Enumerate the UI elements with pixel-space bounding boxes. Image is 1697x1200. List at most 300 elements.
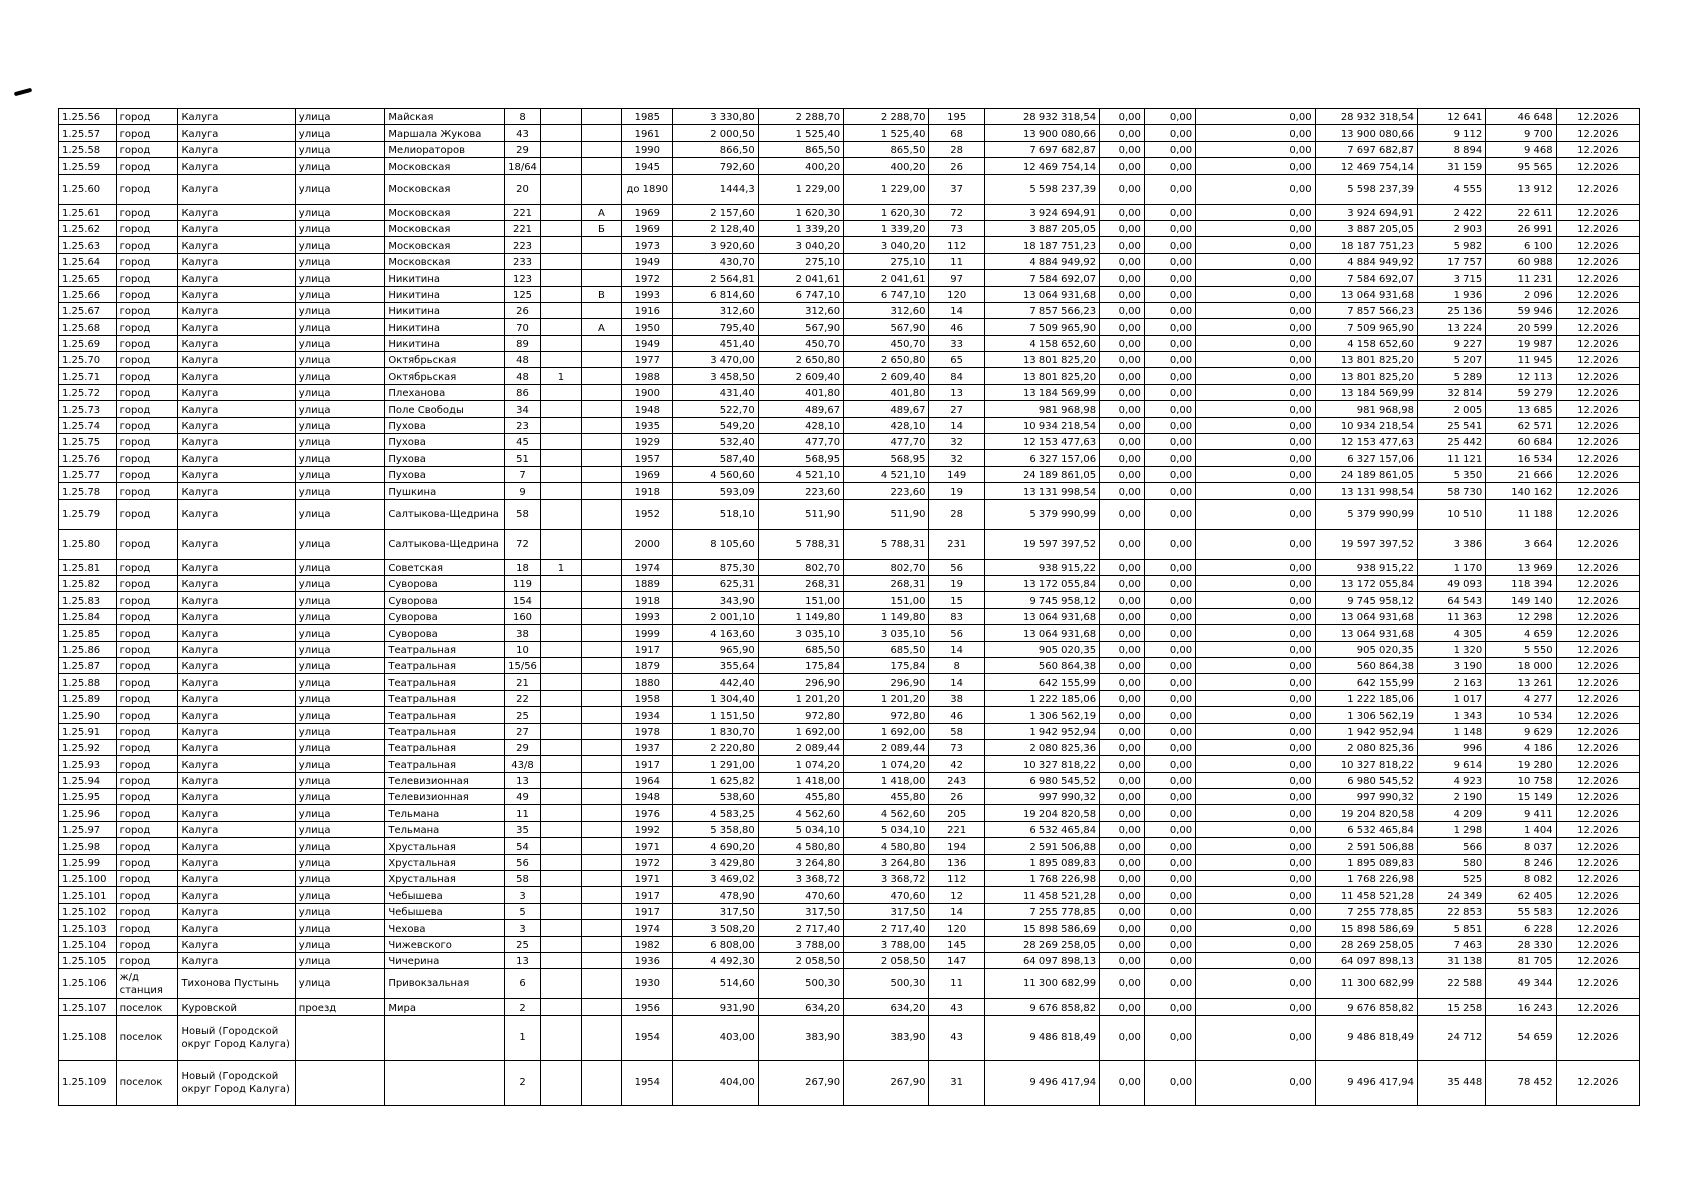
cell-residents: 58 [929, 723, 984, 739]
cell-residential-area: 3 368,72 [758, 871, 843, 887]
cell-settlement: Калуга [178, 575, 295, 591]
cell-street-type: улица [295, 253, 385, 269]
cell-street: Майская [385, 109, 504, 125]
cell-living-area: 4 562,60 [844, 805, 929, 821]
cell-fund-2: 0,00 [1144, 204, 1195, 220]
cell-fund-3: 0,00 [1196, 969, 1315, 999]
cell-building [541, 920, 582, 936]
cell-cost: 6 980 545,52 [984, 772, 1099, 788]
cell-cost: 13 184 569,99 [984, 384, 1099, 400]
cell-residential-area: 568,95 [758, 450, 843, 466]
cell-street: Пушкина [385, 483, 504, 499]
cell-unit-cost-1: 24 349 [1417, 887, 1485, 903]
cell-street-type: улица [295, 805, 385, 821]
cell-cost: 13 801 825,20 [984, 352, 1099, 368]
cell-living-area: 477,70 [844, 434, 929, 450]
cell-settlement: Калуга [178, 434, 295, 450]
cell-fund-1: 0,00 [1100, 253, 1145, 269]
cell-unit-cost-2: 19 987 [1486, 335, 1556, 351]
cell-fund-3: 0,00 [1196, 920, 1315, 936]
cell-street: Мелиораторов [385, 141, 504, 157]
cell-street-type: улица [295, 838, 385, 854]
cell-street-type: улица [295, 204, 385, 220]
cell-house: 45 [504, 434, 540, 450]
cell-deadline: 12.2026 [1556, 319, 1639, 335]
cell-settlement-type: город [116, 450, 178, 466]
cell-year: до 1890 [622, 174, 673, 204]
cell-letter [581, 756, 622, 772]
cell-total-area: 4 690,20 [673, 838, 758, 854]
cell-fund-2: 0,00 [1144, 125, 1195, 141]
cell-building [541, 887, 582, 903]
cell-total: 938 915,22 [1315, 559, 1417, 575]
cell-residents: 15 [929, 592, 984, 608]
cell-building [541, 871, 582, 887]
cell-year: 1972 [622, 854, 673, 870]
cell-settlement: Калуга [178, 838, 295, 854]
cell-number: 1.25.104 [59, 936, 117, 952]
table-row [59, 854, 1640, 870]
cell-building [541, 952, 582, 968]
cell-unit-cost-2: 118 394 [1486, 575, 1556, 591]
table-row [59, 838, 1640, 854]
cell-fund-3: 0,00 [1196, 270, 1315, 286]
cell-fund-1: 0,00 [1100, 270, 1145, 286]
cell-street-type: улица [295, 739, 385, 755]
table-row [59, 608, 1640, 624]
cell-cost: 1 895 089,83 [984, 854, 1099, 870]
cell-building [541, 723, 582, 739]
cell-fund-1: 0,00 [1100, 723, 1145, 739]
cell-year: 1949 [622, 253, 673, 269]
cell-building: 1 [541, 559, 582, 575]
cell-street-type: улица [295, 575, 385, 591]
cell-residents: 8 [929, 657, 984, 673]
cell-number: 1.25.89 [59, 690, 117, 706]
cell-fund-1: 0,00 [1100, 969, 1145, 999]
cell-residential-area: 3 040,20 [758, 237, 843, 253]
cell-cost: 905 020,35 [984, 641, 1099, 657]
cell-total-area: 3 469,02 [673, 871, 758, 887]
cell-settlement: Калуга [178, 483, 295, 499]
cell-building [541, 838, 582, 854]
cell-total: 13 801 825,20 [1315, 352, 1417, 368]
cell-settlement-type: город [116, 158, 178, 174]
cell-year: 1992 [622, 821, 673, 837]
cell-house: 15/56 [504, 657, 540, 673]
cell-total-area: 1 151,50 [673, 707, 758, 723]
cell-street-type: улица [295, 887, 385, 903]
cell-house: 25 [504, 936, 540, 952]
cell-street-type: улица [295, 335, 385, 351]
cell-settlement-type: город [116, 253, 178, 269]
cell-deadline: 12.2026 [1556, 220, 1639, 236]
cell-street: Маршала Жукова [385, 125, 504, 141]
cell-total: 642 155,99 [1315, 674, 1417, 690]
cell-fund-3: 0,00 [1196, 838, 1315, 854]
cell-unit-cost-2: 60 988 [1486, 253, 1556, 269]
cell-living-area: 865,50 [844, 141, 929, 157]
cell-cost: 13 172 055,84 [984, 575, 1099, 591]
cell-total: 3 887 205,05 [1315, 220, 1417, 236]
cell-settlement-type: город [116, 368, 178, 384]
cell-letter [581, 401, 622, 417]
cell-unit-cost-2: 28 330 [1486, 936, 1556, 952]
cell-fund-1: 0,00 [1100, 871, 1145, 887]
cell-living-area: 2 058,50 [844, 952, 929, 968]
table-row [59, 575, 1640, 591]
cell-fund-2: 0,00 [1144, 220, 1195, 236]
cell-settlement: Калуга [178, 707, 295, 723]
cell-unit-cost-2: 11 231 [1486, 270, 1556, 286]
cell-settlement-type: город [116, 723, 178, 739]
cell-letter [581, 1015, 622, 1060]
cell-settlement-type: город [116, 434, 178, 450]
cell-total: 981 968,98 [1315, 401, 1417, 417]
cell-settlement: Калуга [178, 529, 295, 559]
cell-living-area: 1 149,80 [844, 608, 929, 624]
cell-residents: 205 [929, 805, 984, 821]
cell-year: 1971 [622, 871, 673, 887]
cell-settlement: Калуга [178, 821, 295, 837]
cell-fund-1: 0,00 [1100, 352, 1145, 368]
cell-year: 1936 [622, 952, 673, 968]
cell-unit-cost-1: 25 136 [1417, 302, 1485, 318]
table-row [59, 529, 1640, 559]
cell-year: 1918 [622, 592, 673, 608]
cell-year: 1957 [622, 450, 673, 466]
cell-deadline: 12.2026 [1556, 674, 1639, 690]
cell-deadline: 12.2026 [1556, 417, 1639, 433]
cell-year: 1880 [622, 674, 673, 690]
cell-total-area: 532,40 [673, 434, 758, 450]
cell-house: 18/64 [504, 158, 540, 174]
cell-unit-cost-1: 2 190 [1417, 789, 1485, 805]
cell-number: 1.25.105 [59, 952, 117, 968]
cell-street-type: улица [295, 592, 385, 608]
cell-settlement: Калуга [178, 887, 295, 903]
cell-unit-cost-1: 4 555 [1417, 174, 1485, 204]
cell-living-area: 3 368,72 [844, 871, 929, 887]
cell-year: 1993 [622, 608, 673, 624]
cell-house: 11 [504, 805, 540, 821]
cell-unit-cost-2: 9 629 [1486, 723, 1556, 739]
cell-residential-area: 511,90 [758, 499, 843, 529]
cell-fund-1: 0,00 [1100, 641, 1145, 657]
cell-letter [581, 434, 622, 450]
cell-living-area: 401,80 [844, 384, 929, 400]
cell-total: 12 469 754,14 [1315, 158, 1417, 174]
cell-year: 1993 [622, 286, 673, 302]
cell-street: Чехова [385, 920, 504, 936]
cell-settlement-type: город [116, 854, 178, 870]
cell-fund-2: 0,00 [1144, 641, 1195, 657]
cell-cost: 3 887 205,05 [984, 220, 1099, 236]
table-row [59, 141, 1640, 157]
cell-settlement: Калуга [178, 335, 295, 351]
cell-living-area: 567,90 [844, 319, 929, 335]
cell-house: 7 [504, 466, 540, 482]
table-row [59, 319, 1640, 335]
cell-house: 58 [504, 871, 540, 887]
cell-total-area: 442,40 [673, 674, 758, 690]
cell-street-type: улица [295, 352, 385, 368]
cell-deadline: 12.2026 [1556, 789, 1639, 805]
cell-total-area: 866,50 [673, 141, 758, 157]
cell-fund-3: 0,00 [1196, 657, 1315, 673]
cell-unit-cost-2: 2 096 [1486, 286, 1556, 302]
cell-total: 13 184 569,99 [1315, 384, 1417, 400]
cell-residential-area: 2 041,61 [758, 270, 843, 286]
cell-residential-area: 455,80 [758, 789, 843, 805]
cell-total: 2 080 825,36 [1315, 739, 1417, 755]
cell-residential-area: 4 562,60 [758, 805, 843, 821]
cell-residents: 72 [929, 204, 984, 220]
cell-building [541, 592, 582, 608]
cell-fund-2: 0,00 [1144, 466, 1195, 482]
cell-residential-area: 1 418,00 [758, 772, 843, 788]
cell-unit-cost-1: 31 159 [1417, 158, 1485, 174]
cell-street-type: улица [295, 920, 385, 936]
cell-living-area: 6 747,10 [844, 286, 929, 302]
cell-building [541, 335, 582, 351]
cell-letter [581, 838, 622, 854]
cell-unit-cost-2: 46 648 [1486, 109, 1556, 125]
cell-settlement-type: город [116, 499, 178, 529]
cell-street: Октябрьская [385, 368, 504, 384]
cell-street-type: улица [295, 969, 385, 999]
cell-deadline: 12.2026 [1556, 854, 1639, 870]
cell-unit-cost-2: 149 140 [1486, 592, 1556, 608]
cell-residents: 65 [929, 352, 984, 368]
cell-fund-2: 0,00 [1144, 1060, 1195, 1105]
cell-residents: 83 [929, 608, 984, 624]
cell-fund-1: 0,00 [1100, 903, 1145, 919]
cell-letter [581, 772, 622, 788]
cell-fund-1: 0,00 [1100, 174, 1145, 204]
cell-fund-2: 0,00 [1144, 237, 1195, 253]
cell-total-area: 1444,3 [673, 174, 758, 204]
cell-building [541, 936, 582, 952]
cell-fund-2: 0,00 [1144, 529, 1195, 559]
cell-fund-3: 0,00 [1196, 805, 1315, 821]
cell-year: 1934 [622, 707, 673, 723]
cell-residential-area: 3 788,00 [758, 936, 843, 952]
cell-unit-cost-2: 11 188 [1486, 499, 1556, 529]
cell-unit-cost-2: 5 550 [1486, 641, 1556, 657]
cell-unit-cost-1: 996 [1417, 739, 1485, 755]
cell-unit-cost-2: 13 969 [1486, 559, 1556, 575]
cell-letter [581, 805, 622, 821]
cell-letter [581, 253, 622, 269]
cell-street: Пухова [385, 417, 504, 433]
cell-fund-2: 0,00 [1144, 772, 1195, 788]
cell-building [541, 1060, 582, 1105]
cell-settlement: Калуга [178, 417, 295, 433]
cell-fund-3: 0,00 [1196, 575, 1315, 591]
cell-house: 1 [504, 1015, 540, 1060]
cell-street-type: улица [295, 821, 385, 837]
cell-total: 24 189 861,05 [1315, 466, 1417, 482]
cell-letter [581, 125, 622, 141]
cell-fund-3: 0,00 [1196, 174, 1315, 204]
cell-settlement-type: город [116, 871, 178, 887]
cell-house: 23 [504, 417, 540, 433]
cell-house: 29 [504, 141, 540, 157]
cell-total-area: 795,40 [673, 319, 758, 335]
cell-fund-1: 0,00 [1100, 499, 1145, 529]
cell-residents: 11 [929, 969, 984, 999]
cell-fund-2: 0,00 [1144, 483, 1195, 499]
cell-cost: 19 204 820,58 [984, 805, 1099, 821]
cell-house: 20 [504, 174, 540, 204]
cell-living-area: 312,60 [844, 302, 929, 318]
cell-unit-cost-1: 11 121 [1417, 450, 1485, 466]
cell-unit-cost-1: 58 730 [1417, 483, 1485, 499]
cell-house: 154 [504, 592, 540, 608]
cell-letter: Б [581, 220, 622, 236]
cell-house: 18 [504, 559, 540, 575]
cell-number: 1.25.107 [59, 999, 117, 1015]
cell-deadline: 12.2026 [1556, 204, 1639, 220]
cell-letter [581, 592, 622, 608]
cell-fund-2: 0,00 [1144, 608, 1195, 624]
cell-settlement-type: город [116, 401, 178, 417]
table-row [59, 253, 1640, 269]
cell-total-area: 451,40 [673, 335, 758, 351]
cell-settlement: Калуга [178, 690, 295, 706]
cell-settlement-type: город [116, 141, 178, 157]
cell-settlement: Калуга [178, 220, 295, 236]
cell-building [541, 608, 582, 624]
cell-street: Советская [385, 559, 504, 575]
cell-year: 1999 [622, 625, 673, 641]
cell-fund-2: 0,00 [1144, 302, 1195, 318]
table-row [59, 739, 1640, 755]
cell-living-area: 428,10 [844, 417, 929, 433]
cell-unit-cost-2: 8 037 [1486, 838, 1556, 854]
cell-unit-cost-2: 3 664 [1486, 529, 1556, 559]
cell-settlement: Калуга [178, 401, 295, 417]
cell-unit-cost-2: 4 186 [1486, 739, 1556, 755]
cell-fund-2: 0,00 [1144, 789, 1195, 805]
cell-total-area: 6 814,60 [673, 286, 758, 302]
cell-unit-cost-1: 1 170 [1417, 559, 1485, 575]
cell-house: 13 [504, 952, 540, 968]
cell-number: 1.25.59 [59, 158, 117, 174]
cell-unit-cost-2: 62 405 [1486, 887, 1556, 903]
cell-unit-cost-1: 5 851 [1417, 920, 1485, 936]
cell-letter [581, 999, 622, 1015]
cell-building [541, 270, 582, 286]
cell-residential-area: 802,70 [758, 559, 843, 575]
cell-settlement-type: город [116, 805, 178, 821]
cell-street: Суворова [385, 592, 504, 608]
cell-settlement: Калуга [178, 871, 295, 887]
cell-living-area: 455,80 [844, 789, 929, 805]
cell-total: 10 327 818,22 [1315, 756, 1417, 772]
cell-street: Хрустальная [385, 854, 504, 870]
cell-street: Суворова [385, 575, 504, 591]
cell-unit-cost-1: 5 207 [1417, 352, 1485, 368]
cell-unit-cost-1: 5 982 [1417, 237, 1485, 253]
cell-residential-area: 634,20 [758, 999, 843, 1015]
cell-number: 1.25.64 [59, 253, 117, 269]
table-row [59, 434, 1640, 450]
cell-total-area: 6 808,00 [673, 936, 758, 952]
cell-residents: 120 [929, 920, 984, 936]
cell-number: 1.25.66 [59, 286, 117, 302]
cell-number: 1.25.56 [59, 109, 117, 125]
cell-residential-area: 865,50 [758, 141, 843, 157]
cell-fund-3: 0,00 [1196, 302, 1315, 318]
cell-letter [581, 936, 622, 952]
cell-residents: 26 [929, 789, 984, 805]
cell-letter [581, 237, 622, 253]
cell-unit-cost-1: 49 093 [1417, 575, 1485, 591]
cell-street: Суворова [385, 608, 504, 624]
cell-year: 1917 [622, 903, 673, 919]
cell-total: 3 924 694,91 [1315, 204, 1417, 220]
cell-cost: 19 597 397,52 [984, 529, 1099, 559]
cell-building [541, 772, 582, 788]
cell-street: Телевизионная [385, 789, 504, 805]
cell-street: Поле Свободы [385, 401, 504, 417]
cell-unit-cost-2: 59 279 [1486, 384, 1556, 400]
cell-deadline: 12.2026 [1556, 302, 1639, 318]
cell-residential-area: 268,31 [758, 575, 843, 591]
cell-total: 19 597 397,52 [1315, 529, 1417, 559]
cell-number: 1.25.63 [59, 237, 117, 253]
cell-house: 49 [504, 789, 540, 805]
cell-building [541, 805, 582, 821]
cell-year: 1879 [622, 657, 673, 673]
cell-letter [581, 529, 622, 559]
cell-total: 11 458 521,28 [1315, 887, 1417, 903]
cell-number: 1.25.85 [59, 625, 117, 641]
cell-fund-1: 0,00 [1100, 450, 1145, 466]
table-row [59, 286, 1640, 302]
cell-fund-2: 0,00 [1144, 952, 1195, 968]
cell-deadline: 12.2026 [1556, 434, 1639, 450]
cell-residential-area: 6 747,10 [758, 286, 843, 302]
cell-fund-3: 0,00 [1196, 756, 1315, 772]
cell-residential-area: 3 035,10 [758, 625, 843, 641]
cell-fund-1: 0,00 [1100, 319, 1145, 335]
table-row [59, 335, 1640, 351]
cell-total: 9 745 958,12 [1315, 592, 1417, 608]
cell-residential-area: 296,90 [758, 674, 843, 690]
cell-fund-1: 0,00 [1100, 466, 1145, 482]
cell-fund-1: 0,00 [1100, 335, 1145, 351]
cell-settlement-type: город [116, 739, 178, 755]
cell-unit-cost-1: 2 422 [1417, 204, 1485, 220]
cell-building [541, 158, 582, 174]
cell-deadline: 12.2026 [1556, 821, 1639, 837]
cell-unit-cost-1: 525 [1417, 871, 1485, 887]
cell-unit-cost-2: 59 946 [1486, 302, 1556, 318]
cell-year: 1977 [622, 352, 673, 368]
cell-unit-cost-1: 4 209 [1417, 805, 1485, 821]
cell-street-type: улица [295, 417, 385, 433]
cell-fund-2: 0,00 [1144, 109, 1195, 125]
cell-total: 13 801 825,20 [1315, 368, 1417, 384]
cell-residents: 19 [929, 575, 984, 591]
cell-fund-1: 0,00 [1100, 756, 1145, 772]
cell-cost: 7 857 566,23 [984, 302, 1099, 318]
table-row [59, 756, 1640, 772]
cell-unit-cost-1: 7 463 [1417, 936, 1485, 952]
